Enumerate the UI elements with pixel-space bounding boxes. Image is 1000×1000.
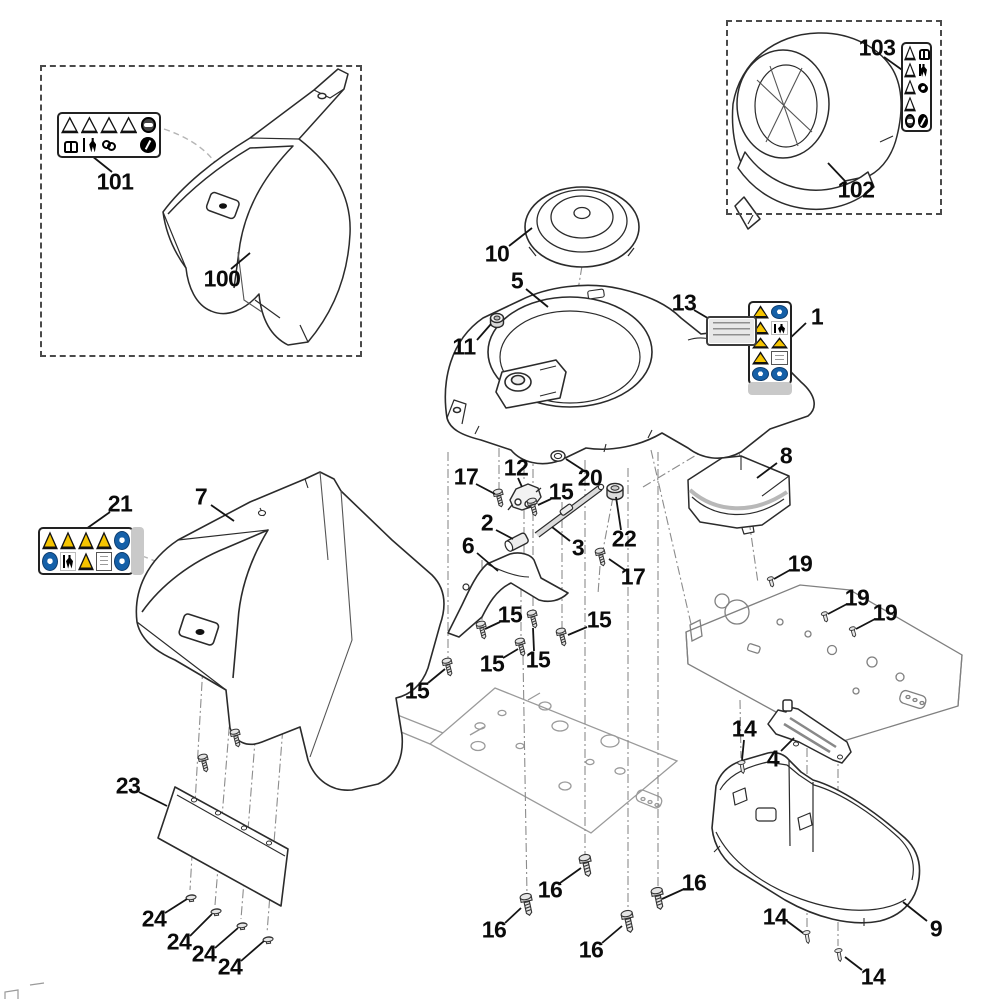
screw-16 bbox=[520, 893, 536, 917]
screw-16 bbox=[621, 910, 637, 934]
eye-protection-icon bbox=[139, 116, 157, 134]
callout-part-21: 21 bbox=[107, 490, 133, 517]
screw-17 bbox=[595, 547, 608, 567]
pushnut-24 bbox=[211, 908, 222, 916]
base-plate-center bbox=[384, 688, 677, 833]
safety-decal-21 bbox=[38, 527, 144, 575]
callout-part-17: 17 bbox=[453, 463, 479, 490]
callout-part-17: 17 bbox=[620, 563, 646, 590]
mandatory-action-icon bbox=[114, 552, 130, 571]
read-manual-icon bbox=[61, 136, 79, 154]
inset-box-variant-left bbox=[40, 65, 362, 357]
warning-triangle-icon bbox=[904, 79, 916, 95]
safety-decal-101 bbox=[57, 112, 161, 158]
mandatory-action-icon bbox=[771, 305, 788, 319]
callout-part-14: 14 bbox=[860, 963, 886, 990]
keep-distance-icon bbox=[771, 321, 788, 335]
warning-triangle-icon bbox=[81, 116, 99, 134]
part-20-ring bbox=[551, 451, 565, 461]
callout-part-4: 4 bbox=[766, 745, 780, 772]
screw-14 bbox=[802, 930, 812, 944]
callout-part-15: 15 bbox=[479, 650, 505, 677]
callout-part-24: 24 bbox=[191, 940, 217, 967]
wear-gloves-icon bbox=[139, 136, 157, 154]
warning-triangle-icon bbox=[771, 337, 788, 349]
callout-part-8: 8 bbox=[779, 442, 793, 469]
warning-triangle-icon bbox=[904, 45, 916, 61]
screw-15 bbox=[476, 620, 489, 640]
callout-part-23: 23 bbox=[115, 772, 141, 799]
instruction-note-icon bbox=[120, 136, 138, 154]
callout-part-22: 22 bbox=[611, 525, 637, 552]
warning-triangle-icon bbox=[100, 116, 118, 134]
warning-triangle-icon bbox=[904, 96, 916, 112]
callout-part-1: 1 bbox=[810, 303, 824, 330]
callout-part-15: 15 bbox=[548, 478, 574, 505]
keep-distance-icon bbox=[60, 552, 76, 571]
callout-part-24: 24 bbox=[217, 953, 243, 980]
warning-triangle-icon bbox=[42, 531, 58, 550]
screw-15 bbox=[556, 627, 569, 647]
part-8-chute bbox=[688, 456, 790, 534]
part-7-cover bbox=[136, 472, 444, 790]
info-decal-13 bbox=[706, 316, 757, 346]
rotating-parts-icon bbox=[100, 136, 118, 154]
pushnut-24 bbox=[237, 922, 248, 930]
warning-triangle-icon bbox=[61, 116, 79, 134]
callout-part-19: 19 bbox=[872, 599, 898, 626]
safety-decal-103 bbox=[901, 42, 932, 132]
mandatory-action-icon bbox=[42, 552, 58, 571]
instruction-note-icon bbox=[96, 552, 112, 571]
callout-part-19: 19 bbox=[844, 584, 870, 611]
mandatory-action-icon bbox=[114, 531, 130, 550]
cropped-neighbor-part bbox=[5, 983, 44, 999]
callout-part-11: 11 bbox=[452, 333, 476, 360]
instruction-note-icon bbox=[917, 96, 929, 112]
decal-icon-grid bbox=[38, 527, 134, 575]
callout-part-20: 20 bbox=[577, 464, 603, 491]
pushnut-24 bbox=[186, 894, 197, 902]
warning-triangle-icon bbox=[60, 531, 76, 550]
pushnut-24 bbox=[263, 936, 274, 944]
callout-part-7: 7 bbox=[194, 483, 208, 510]
instruction-note-icon bbox=[771, 351, 788, 365]
callout-part-14: 14 bbox=[762, 903, 788, 930]
callout-part-103: 103 bbox=[858, 34, 896, 61]
screw-15 bbox=[527, 609, 540, 629]
eye-protection-icon bbox=[904, 113, 916, 129]
warning-triangle-icon bbox=[120, 116, 138, 134]
safety-decal-1 bbox=[748, 301, 792, 395]
read-manual-icon bbox=[917, 45, 929, 61]
callout-part-15: 15 bbox=[404, 677, 430, 704]
warning-triangle-icon bbox=[904, 62, 916, 78]
callout-part-24: 24 bbox=[166, 928, 192, 955]
warning-triangle-icon bbox=[78, 552, 94, 571]
warning-triangle-icon bbox=[96, 531, 112, 550]
part-23-flap bbox=[158, 787, 288, 906]
screw-16 bbox=[579, 854, 595, 878]
callout-part-101: 101 bbox=[96, 168, 134, 195]
callout-part-102: 102 bbox=[837, 176, 875, 203]
decal-backing bbox=[131, 527, 144, 575]
decal-icon-grid bbox=[901, 42, 932, 132]
callout-part-6: 6 bbox=[461, 532, 475, 559]
wear-gloves-icon bbox=[917, 113, 929, 129]
callout-part-5: 5 bbox=[510, 267, 524, 294]
warning-triangle-icon bbox=[78, 531, 94, 550]
callout-part-16: 16 bbox=[681, 869, 707, 896]
part-11-nut bbox=[491, 314, 504, 328]
keep-distance-icon bbox=[81, 136, 99, 154]
callout-part-14: 14 bbox=[731, 715, 757, 742]
screw bbox=[198, 753, 211, 773]
callout-part-16: 16 bbox=[578, 936, 604, 963]
callout-part-2: 2 bbox=[480, 509, 494, 536]
base-plate-right bbox=[686, 585, 962, 742]
callout-part-13: 13 bbox=[671, 289, 697, 316]
keep-distance-icon bbox=[917, 62, 929, 78]
callout-part-15: 15 bbox=[497, 601, 523, 628]
callout-part-24: 24 bbox=[141, 905, 167, 932]
mandatory-action-icon bbox=[771, 367, 788, 381]
part-22-cap bbox=[607, 483, 623, 499]
part-10-cap bbox=[525, 187, 639, 267]
callout-part-3: 3 bbox=[571, 534, 585, 561]
screw-17 bbox=[493, 488, 506, 508]
callout-part-15: 15 bbox=[586, 606, 612, 633]
decal-backing bbox=[748, 382, 792, 395]
screw-14 bbox=[834, 948, 844, 962]
rotating-parts-icon bbox=[917, 79, 929, 95]
part-12-bracket bbox=[508, 484, 541, 510]
warning-triangle-icon bbox=[752, 351, 769, 365]
callout-part-10: 10 bbox=[484, 240, 510, 267]
callout-part-100: 100 bbox=[203, 265, 241, 292]
screw-15 bbox=[442, 657, 455, 677]
callout-part-15: 15 bbox=[525, 646, 551, 673]
callout-part-16: 16 bbox=[537, 876, 563, 903]
callout-part-12: 12 bbox=[503, 454, 529, 481]
mandatory-action-icon bbox=[752, 367, 769, 381]
callout-part-16: 16 bbox=[481, 916, 507, 943]
callout-part-19: 19 bbox=[787, 550, 813, 577]
part-9-tub bbox=[712, 752, 919, 926]
callout-part-9: 9 bbox=[929, 915, 943, 942]
decal-icon-grid bbox=[57, 112, 161, 158]
